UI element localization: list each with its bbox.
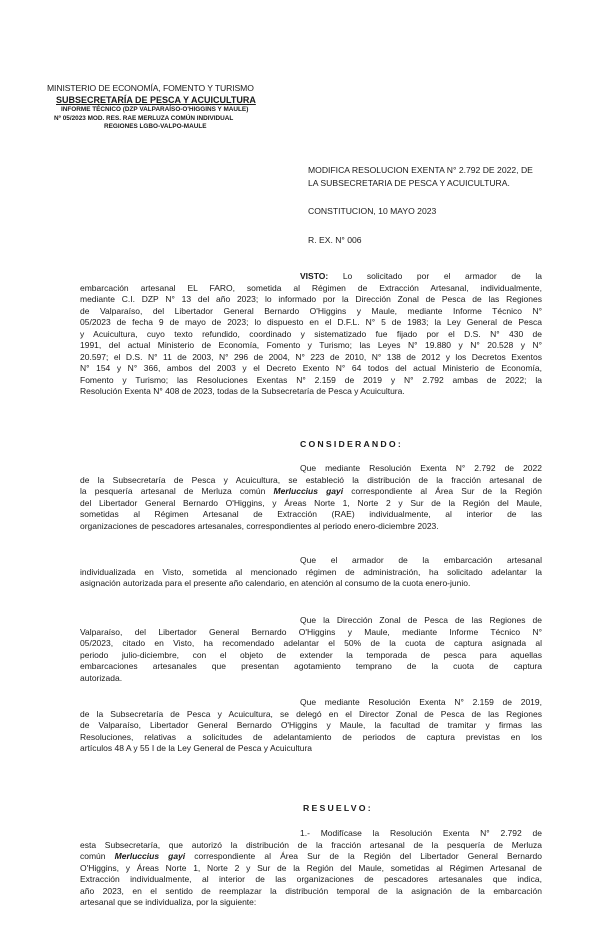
visto-line: Resolución Exenta N° 408 de 2023, todas de la Subsecretaría de Pesca y Acuicultura.: [80, 386, 405, 397]
informe-line-1: INFORME TÉCNICO (DZP VALPARAÍSO-O'HIGGINS Y MAULE): [61, 106, 249, 113]
visto-line: de Valparaíso, del Libertador General Bernardo O'Higgins y Maule, mediante Informe Técnico N°: [80, 305, 542, 316]
resuelvo-paragraph: 1.- Modifícase la Resolución Exenta N° 2.792 de esta Subsecretaría, que autorizó la distribución de la fracción artesanal de la pesquería de Merluza común Merluccius gayi correspondiente al Área Sur de la Región del Libertador General Bernardo O'Higgins, y Áreas Norte 1, Norte 2 y Sur de la Región del Maule, sometidas al Régimen Artesanal de Extracción individualmente, al interior de las organizaciones de pescadores artesanales que indica, año 2023, en el sentido de reemplazar la distribución temporal de la asignación de la embarcación artesanal que se individualiza, por la siguiente:: [80, 828, 542, 908]
considerando-paragraph-3: Que la Dirección Zonal de Pesca de las Regiones de Valparaíso, del Libertador General Bernardo O'Higgins y Maule, mediante Informe Técnico N° 05/2023, citado en Visto, ha recomendado adelantar el 50% de la cuota de captura asignada al periodo julio-diciembre, con el objeto de extender la temporada de pesca para aquellas embarcaciones artesanales que presentan agotamiento temprano de la cuota de captura autorizada.: [80, 615, 542, 683]
considerando-paragraph-2: Que el armador de la embarcación artesanal individualizada en Visto, sometida al mencionado régimen de administración, ha solicitado adelantar la asignación autorizada para el presente año calendario, en atención al consumo de la cuota enero-junio.: [80, 555, 542, 589]
visto-line: embarcación artesanal EL FARO, sometida al Régimen de Extracción Artesanal, individualmente,: [80, 282, 542, 293]
visto-line: Lo solicitado por el armador de la: [342, 271, 542, 281]
visto-label: VISTO:: [300, 271, 329, 281]
visto-section: [80, 271, 542, 398]
ministry-name: MINISTERIO DE ECONOMÍA, FOMENTO Y TURISMO: [47, 83, 254, 93]
place-date: CONSTITUCION, 10 MAYO 2023: [308, 206, 437, 216]
considerando-paragraph-1: Que mediante Resolución Exenta N° 2.792 de 2022 de la Subsecretaría de Pesca y Acuicultura, se estableció la distribución de la fracción artesanal de la pesquería artesanal de Merluza común Merluccius gayi correspondiente al Área Sur de la Región del Libertador General Bernardo O'Higgins, y Áreas Norte 1, Norte 2 y Sur de la Región del Maule, sometidas al Régimen Artesanal de Extracción (RAE) individualmente, al interior de las organizaciones de pescadores artesanales, correspondientes al periodo enero-diciembre 2023.: [80, 463, 542, 531]
species-name: Merluccius gayi: [273, 486, 344, 497]
visto-line: Fomento y Turismo; las Resoluciones Exentas N° 2.159 de 2019 y N° 2.792 ambas de 2022; la: [80, 374, 542, 385]
visto-line: mediante C.I. DZP N° 13 del año 2023; lo informado por la Dirección Zonal de Pesca de las Regiones: [80, 294, 542, 305]
subsecretaria-name: SUBSECRETARÍA DE PESCA Y ACUICULTURA: [56, 95, 256, 105]
resuelvo-heading: RESUELVO:: [303, 803, 373, 813]
visto-line: 1991, del actual Ministerio de Economía, Fomento y Turismo; las Leyes N° 19.880 y N° 20.528 y N°: [80, 340, 542, 351]
species-name: Merluccius gayi: [114, 851, 186, 862]
resolution-number: R. EX. N° 006: [308, 235, 362, 245]
reference-modifica-2: LA SUBSECRETARIA DE PESCA Y ACUICULTURA.: [308, 178, 510, 188]
visto-line: N° 154 y N° 366, ambos del 2003 y el Decreto Exento N° 64 todos del actual Ministerio de Economía,: [80, 363, 542, 374]
visto-line: 05/2023 de fecha 9 de mayo de 2023; lo dispuesto en el D.F.L. N° 5 de 1983; la Ley General de Pesca: [80, 317, 542, 328]
considerando-heading: CONSIDERANDO:: [300, 439, 403, 449]
visto-line: 20.597; el D.S. N° 11 de 2003, N° 296 de 2004, N° 223 de 2010, N° 138 de 2012 y los Decretos Exentos: [80, 351, 542, 362]
informe-line-3: REGIONES LGBO-VALPO-MAULE: [104, 123, 207, 131]
informe-line-2: Nº 05/2023 MOD. RES. RAE MERLUZA COMÚN INDIVIDUAL: [54, 114, 234, 122]
reference-modifica-1: MODIFICA RESOLUCION EXENTA N° 2.792 DE 2022, DE: [308, 165, 533, 175]
considerando-paragraph-4: Que mediante Resolución Exenta N° 2.159 de 2019, de la Subsecretaría de Pesca y Acuicultura, se delegó en el Director Zonal de Pesca de las Regiones de Valparaíso, Libertador General Bernardo O'Higgins y Maule, la facultad de tramitar y firmas las Resoluciones, relativas a solicitudes de adelantamiento de periodos de captura previstas en los artículos 48 A y 55 I de la Ley General de Pesca y Acuicultura: [80, 697, 542, 754]
visto-line: y Acuicultura, cuyo texto refundido, coordinado y sistematizado fue fijado por el D.S. N° 430 de: [80, 328, 542, 339]
letterhead: [47, 82, 297, 132]
